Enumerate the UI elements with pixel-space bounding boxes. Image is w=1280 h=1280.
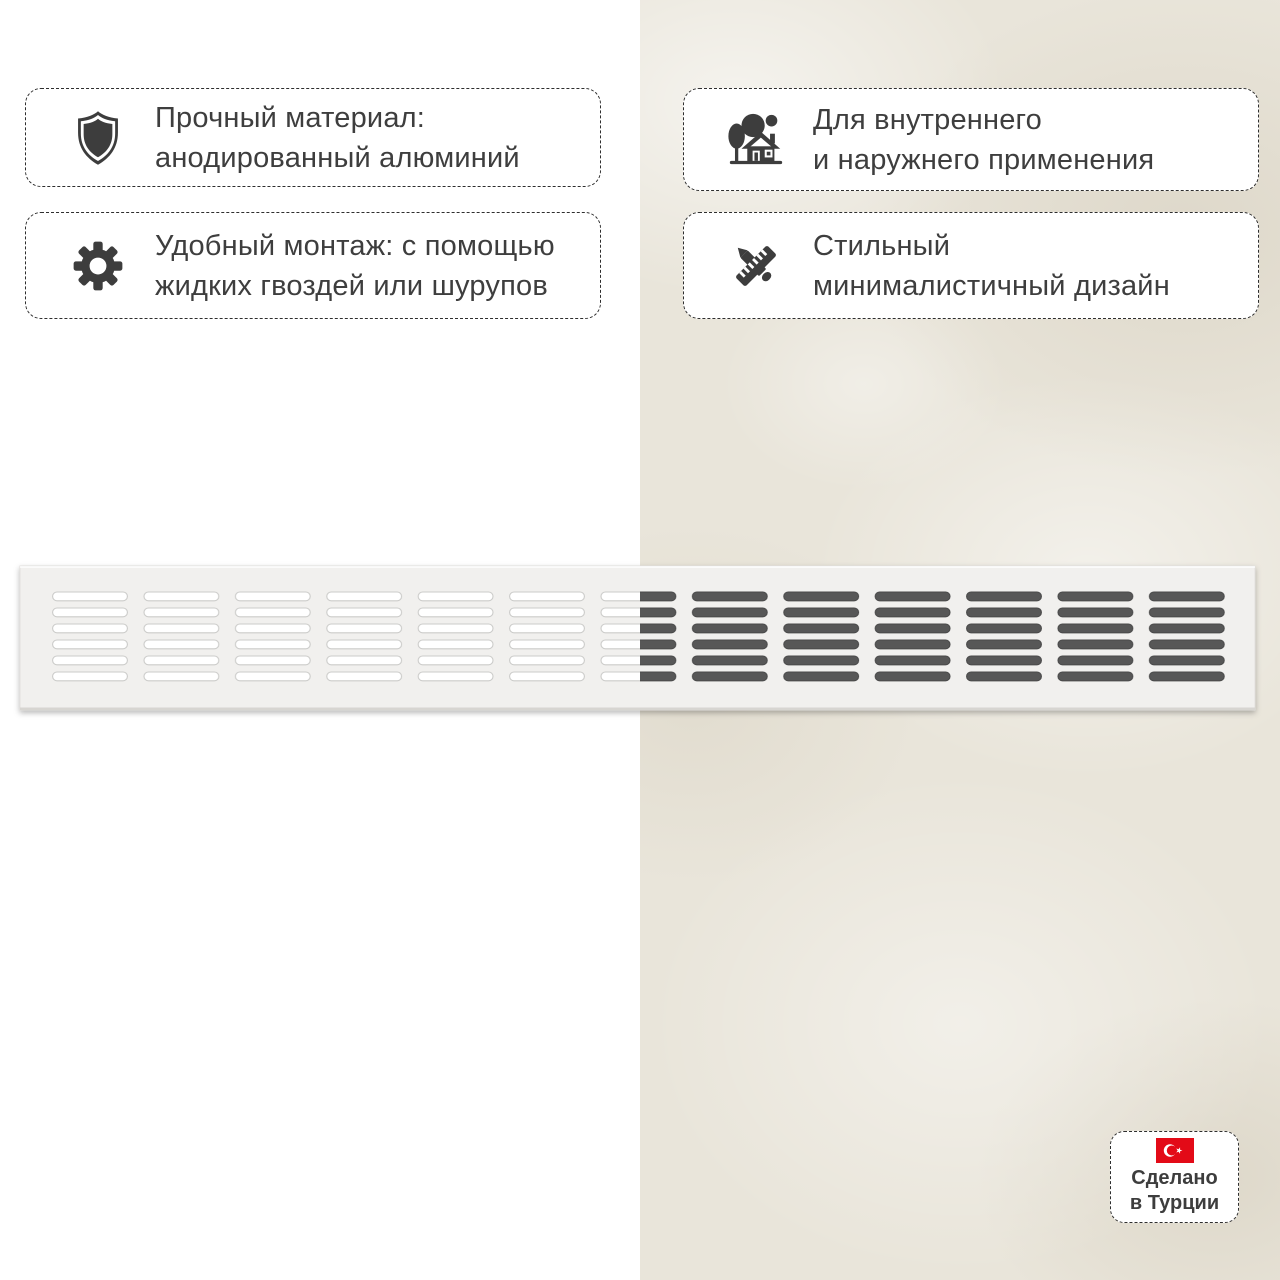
feature-line: Удобный монтаж: с помощью: [155, 229, 555, 262]
feature-box-montage: [25, 212, 601, 319]
badge-line: в Турции: [1129, 1192, 1220, 1214]
grille-slots-light: [52, 591, 640, 683]
feature-line: жидких гвоздей или шурупов: [155, 269, 548, 302]
badge-line: Сделано: [1131, 1167, 1218, 1189]
made-in-turkey-badge: [1110, 1131, 1239, 1223]
feature-line: Стильный: [813, 229, 951, 262]
feature-box-material: [25, 88, 601, 187]
feature-text-montage: [155, 226, 555, 306]
feature-box-usage: [683, 88, 1259, 191]
grille-slots-dark: [640, 591, 1226, 683]
feature-line: минималистичный дизайн: [813, 269, 1170, 302]
gear-icon: [66, 234, 130, 298]
feature-text-material: [155, 98, 520, 178]
feature-text-design: [813, 226, 1170, 306]
feature-line: Прочный материал:: [155, 101, 426, 134]
badge-text: [1130, 1166, 1219, 1216]
feature-line: анодированный алюминий: [155, 141, 520, 174]
feature-line: Для внутреннего: [813, 103, 1043, 136]
feature-line: и наружнего применения: [813, 143, 1155, 176]
ventilation-grille-image: [0, 556, 1280, 731]
feature-box-design: [683, 212, 1259, 319]
pencil-ruler-icon: [724, 234, 788, 298]
house-icon: [724, 108, 788, 172]
turkey-flag-icon: [1156, 1138, 1194, 1163]
feature-text-usage: [813, 100, 1154, 180]
shield-icon: [66, 106, 130, 170]
